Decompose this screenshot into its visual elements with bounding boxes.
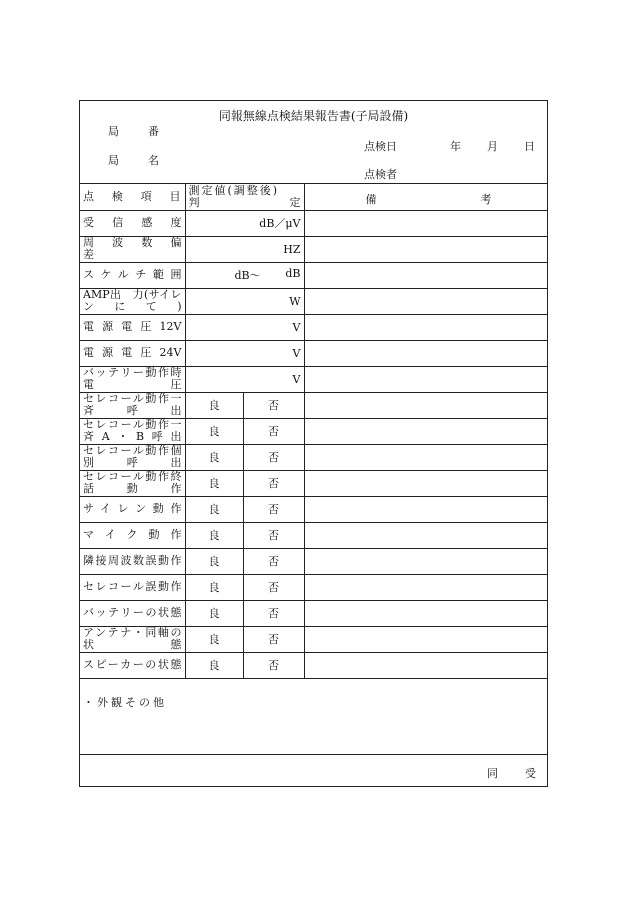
measure-value-cell[interactable] bbox=[185, 236, 304, 262]
inspection-item: 周 波 数 偏 差 bbox=[80, 236, 185, 262]
ok-option[interactable]: 良 bbox=[185, 652, 243, 678]
ok-option[interactable]: 良 bbox=[185, 548, 243, 574]
form-footer bbox=[80, 755, 547, 786]
col-measure-line1: 測定値(調整後) bbox=[188, 183, 280, 197]
inspection-item: セレコール動作終話動作 bbox=[80, 470, 185, 496]
inspection-date-label: 点検日 bbox=[364, 140, 397, 153]
inspection-item: 電源電圧12V bbox=[80, 314, 185, 340]
inspection-item: セレコール誤動作 bbox=[80, 574, 185, 600]
judgement-row bbox=[80, 652, 547, 678]
measure-value-cell[interactable] bbox=[185, 314, 304, 340]
inspection-item: 受 信 感 度 bbox=[80, 210, 185, 236]
form-title: 同報無線点検結果報告書(子局設備) bbox=[218, 109, 409, 123]
form-header bbox=[80, 101, 547, 184]
unit-label: V bbox=[292, 320, 301, 334]
unit-label: HZ bbox=[283, 242, 301, 256]
measure-value-cell[interactable] bbox=[185, 288, 304, 314]
unit-label: dB bbox=[285, 267, 301, 280]
judgement-row bbox=[80, 548, 547, 574]
remarks-cell[interactable] bbox=[304, 496, 547, 522]
remarks-cell[interactable] bbox=[304, 626, 547, 652]
col-judge-char-a: 判 bbox=[188, 195, 200, 209]
ok-option[interactable]: 良 bbox=[185, 470, 243, 496]
remarks-cell[interactable] bbox=[304, 418, 547, 444]
month-label: 月 bbox=[487, 140, 498, 153]
judgement-row bbox=[80, 574, 547, 600]
remarks-cell[interactable] bbox=[304, 392, 547, 418]
remarks-cell[interactable] bbox=[304, 210, 547, 236]
remarks-cell[interactable] bbox=[304, 470, 547, 496]
judgement-row bbox=[80, 522, 547, 548]
inspection-item: 電源電圧24V bbox=[80, 340, 185, 366]
unit-label: V bbox=[292, 346, 301, 360]
unit-label: dB／μV bbox=[259, 217, 301, 230]
unit-label: V bbox=[292, 372, 301, 386]
report-form bbox=[79, 100, 548, 787]
measure-row bbox=[80, 262, 547, 288]
remarks-cell[interactable] bbox=[304, 548, 547, 574]
remarks-cell[interactable] bbox=[304, 288, 547, 314]
inspection-item: セレコール動作一斉呼出 bbox=[80, 392, 185, 418]
inspection-item: マイク動作 bbox=[80, 522, 185, 548]
col-remarks-char-a: 備 bbox=[365, 193, 377, 206]
ng-option[interactable]: 否 bbox=[243, 496, 304, 522]
measure-value-cell[interactable] bbox=[185, 262, 304, 288]
inspection-item: サイレン動作 bbox=[80, 496, 185, 522]
inspection-item: AMP出 力(サイレンにて) bbox=[80, 288, 185, 314]
ng-option[interactable]: 否 bbox=[243, 522, 304, 548]
inspection-item: バッテリーの状態 bbox=[80, 600, 185, 626]
inspection-item: セレコール動作一斉A・B呼出 bbox=[80, 418, 185, 444]
remarks-cell[interactable] bbox=[304, 652, 547, 678]
measure-value-cell[interactable] bbox=[185, 340, 304, 366]
table-header-row bbox=[80, 184, 547, 210]
ok-option[interactable]: 良 bbox=[185, 626, 243, 652]
ng-option[interactable]: 否 bbox=[243, 470, 304, 496]
inspection-item: セレコール動作個別呼出 bbox=[80, 444, 185, 470]
ok-option[interactable]: 良 bbox=[185, 522, 243, 548]
col-remarks-char-b: 考 bbox=[480, 193, 492, 206]
judgement-row bbox=[80, 496, 547, 522]
col-remarks-header bbox=[304, 184, 547, 210]
measure-row bbox=[80, 236, 547, 262]
judgement-row bbox=[80, 470, 547, 496]
ok-option[interactable]: 良 bbox=[185, 574, 243, 600]
inspection-item: スピーカーの状態 bbox=[80, 652, 185, 678]
measure-value-cell[interactable] bbox=[185, 366, 304, 392]
remarks-cell[interactable] bbox=[304, 600, 547, 626]
measure-row bbox=[80, 210, 547, 236]
remarks-cell[interactable] bbox=[304, 314, 547, 340]
ng-option[interactable]: 否 bbox=[243, 548, 304, 574]
judgement-row bbox=[80, 444, 547, 470]
measure-value-cell[interactable] bbox=[185, 210, 304, 236]
ng-option[interactable]: 否 bbox=[243, 652, 304, 678]
judgement-row bbox=[80, 392, 547, 418]
judgement-row bbox=[80, 626, 547, 652]
ng-option[interactable]: 否 bbox=[243, 418, 304, 444]
inspection-item: 隣接周波数誤動作 bbox=[80, 548, 185, 574]
ng-option[interactable]: 否 bbox=[243, 574, 304, 600]
ng-option[interactable]: 否 bbox=[243, 626, 304, 652]
inspection-item: スケルチ範囲 bbox=[80, 262, 185, 288]
measure-row bbox=[80, 366, 547, 392]
ng-option[interactable]: 否 bbox=[243, 392, 304, 418]
station-number-label: 局 番 bbox=[108, 125, 168, 138]
ng-option[interactable]: 否 bbox=[243, 600, 304, 626]
unit-left-label: dB～ bbox=[234, 269, 261, 282]
ok-option[interactable]: 良 bbox=[185, 496, 243, 522]
inspection-item: バッテリー動作時電圧 bbox=[80, 366, 185, 392]
judgement-row bbox=[80, 418, 547, 444]
appearance-label: ・外観その他 bbox=[83, 696, 167, 709]
col-measure-header bbox=[185, 184, 304, 210]
remarks-cell[interactable] bbox=[304, 444, 547, 470]
day-label: 日 bbox=[524, 140, 535, 153]
same-receipt-label: 同 受 bbox=[487, 767, 544, 780]
ok-option[interactable]: 良 bbox=[185, 418, 243, 444]
inspection-table bbox=[80, 184, 547, 679]
remarks-cell[interactable] bbox=[304, 236, 547, 262]
appearance-section bbox=[80, 690, 547, 755]
judgement-row bbox=[80, 600, 547, 626]
col-item-header: 点 検 項 目 bbox=[80, 184, 185, 210]
col-judge-char-b: 定 bbox=[289, 195, 301, 209]
measure-row bbox=[80, 340, 547, 366]
remarks-cell[interactable] bbox=[304, 574, 547, 600]
remarks-cell[interactable] bbox=[304, 262, 547, 288]
ok-option[interactable]: 良 bbox=[185, 600, 243, 626]
ok-option[interactable]: 良 bbox=[185, 444, 243, 470]
ok-option[interactable]: 良 bbox=[185, 392, 243, 418]
remarks-cell[interactable] bbox=[304, 366, 547, 392]
inspection-item: アンテナ・同軸の状態 bbox=[80, 626, 185, 652]
measure-row bbox=[80, 314, 547, 340]
remarks-cell[interactable] bbox=[304, 522, 547, 548]
unit-label: W bbox=[289, 294, 301, 308]
remarks-cell[interactable] bbox=[304, 340, 547, 366]
measure-row bbox=[80, 288, 547, 314]
station-name-label: 局 名 bbox=[108, 154, 168, 167]
year-label: 年 bbox=[450, 140, 461, 153]
inspector-label: 点検者 bbox=[364, 168, 397, 181]
ng-option[interactable]: 否 bbox=[243, 444, 304, 470]
